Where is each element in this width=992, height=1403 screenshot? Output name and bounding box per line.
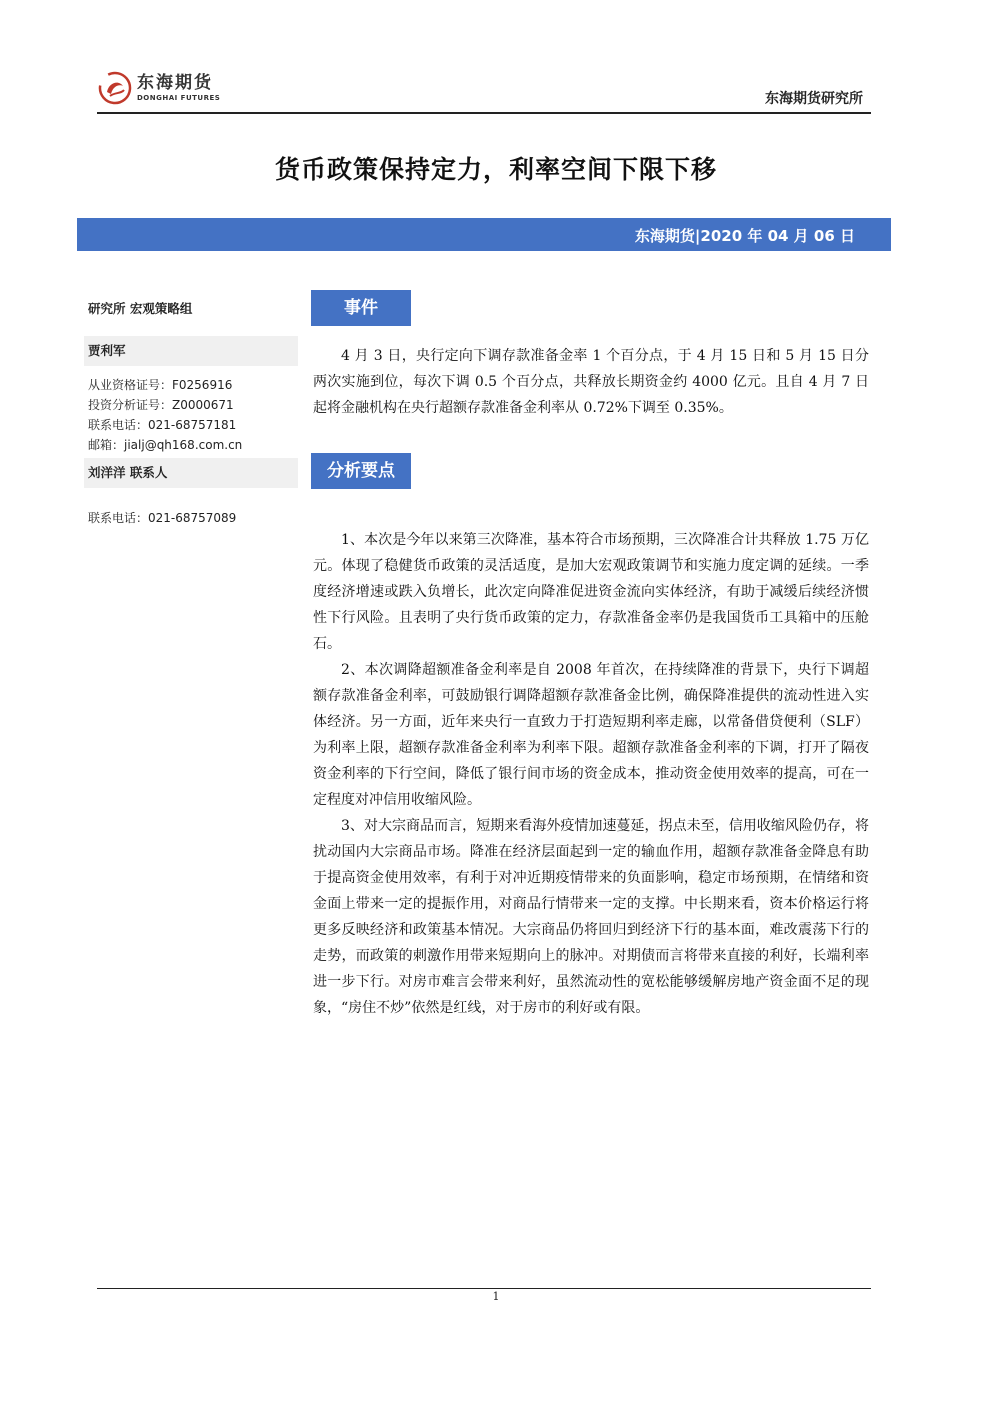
analyst-name-1: 贾利军: [84, 336, 298, 366]
company-logo: [97, 68, 220, 108]
date-banner: [77, 218, 891, 251]
event-section-label: 事件: [311, 290, 411, 326]
donghai-logo-icon: [97, 70, 133, 106]
logo-english-name: DONGHAI FUTURES: [137, 93, 221, 102]
email[interactable]: 邮箱：jialj@qh168.com.cn: [88, 438, 243, 452]
event-text: [313, 343, 869, 421]
analysis-paragraph-2: 2、本次调降超额准备金利率是自 2008 年首次，在持续降准的背景下，央行下调超额存款准备金利率，可鼓励银行调降超额存款准备金比例，确保降准提供的流动性进入实体经济。另一方面，近年来央行一直致力于打造短期利率走廊，以常备借贷便利（SLF）为利率上限，超额存款准备金利率为利率下限。超额存款准备金利率的下调，打开了隔夜资金利率的下行空间，降低了银行间市场的资金成本，推动资金使用效率的提高，可在一定程度对冲信用收缩风险。: [313, 662, 869, 808]
phone-1: 联系电话：021-68757181: [88, 418, 237, 432]
analysis-section-label: 分析要点: [311, 453, 411, 489]
analyst-name-2: 刘洋洋 联系人: [84, 458, 298, 488]
logo-chinese-name: 东海期货: [137, 72, 213, 93]
report-title: 货币政策保持定力，利率空间下限下移: [274, 155, 717, 184]
page-number: 1: [492, 1290, 500, 1303]
investment-analysis-number: 投资分析证号：Z0000671: [88, 398, 234, 412]
qualification-number: 从业资格证号：F0256916: [88, 378, 233, 392]
phone-2: 联系电话：021-68757089: [88, 511, 237, 525]
research-institute-label: 东海期货研究所: [765, 91, 863, 107]
analysis-paragraph-3: 3、对大宗商品而言，短期来看海外疫情加速蔓延，拐点未至，信用收缩风险仍存，将扰动国内大宗商品市场。降准在经济层面起到一定的输血作用，超额存款准备金降息有助于提高资金使用效率，有利于对冲近期疫情带来的负面影响，稳定市场预期，在情绪和资金面上带来一定的提振作用，对商品行情带来一定的支撑。中长期来看，资本价格运行将更多反映经济和政策基本情况。大宗商品仍将回归到经济下行的基本面，难改震荡下行的走势，而政策的刺激作用带来短期向上的脉冲。对期债而言将带来直接的利好，长端利率进一步下行。对房市难言会带来利好，虽然流动性的宽松能够缓解房地产资金面不足的现象，“房住不炒”依然是红线，对于房市的利好或有限。: [313, 818, 869, 1016]
event-paragraph: 4 月 3 日，央行定向下调存款准备金率 1 个百分点，于 4 月 15 日和 5 月 15 日分两次实施到位，每次下调 0.5 个百分点，共释放长期资金约 4000 亿元。且自 4 月 7 日起将金融机构在央行超额存款准备金利率从 0.72%下调至 0.35%。: [313, 348, 869, 416]
banner-text: 东海期货|2020 年 04 月 06 日: [634, 227, 855, 245]
analysis-paragraph-1: 1、本次是今年以来第三次降准，基本符合市场预期，三次降准合计共释放 1.75 万亿元。体现了稳健货币政策的灵活适度，是加大宏观政策调节和实施力度定调的延续。一季度经济增速或跌入负增长，此次定向降准促进资金流向实体经济，有助于减缓后续经济惯性下行风险。且表明了央行货币政策的定力，存款准备金率仍是我国货币工具箱中的压舱石。: [313, 532, 869, 652]
department-label: 研究所 宏观策略组: [88, 301, 193, 316]
analysis-text: [313, 527, 869, 1021]
footer-divider: [97, 1288, 871, 1289]
page-header: [97, 60, 871, 114]
